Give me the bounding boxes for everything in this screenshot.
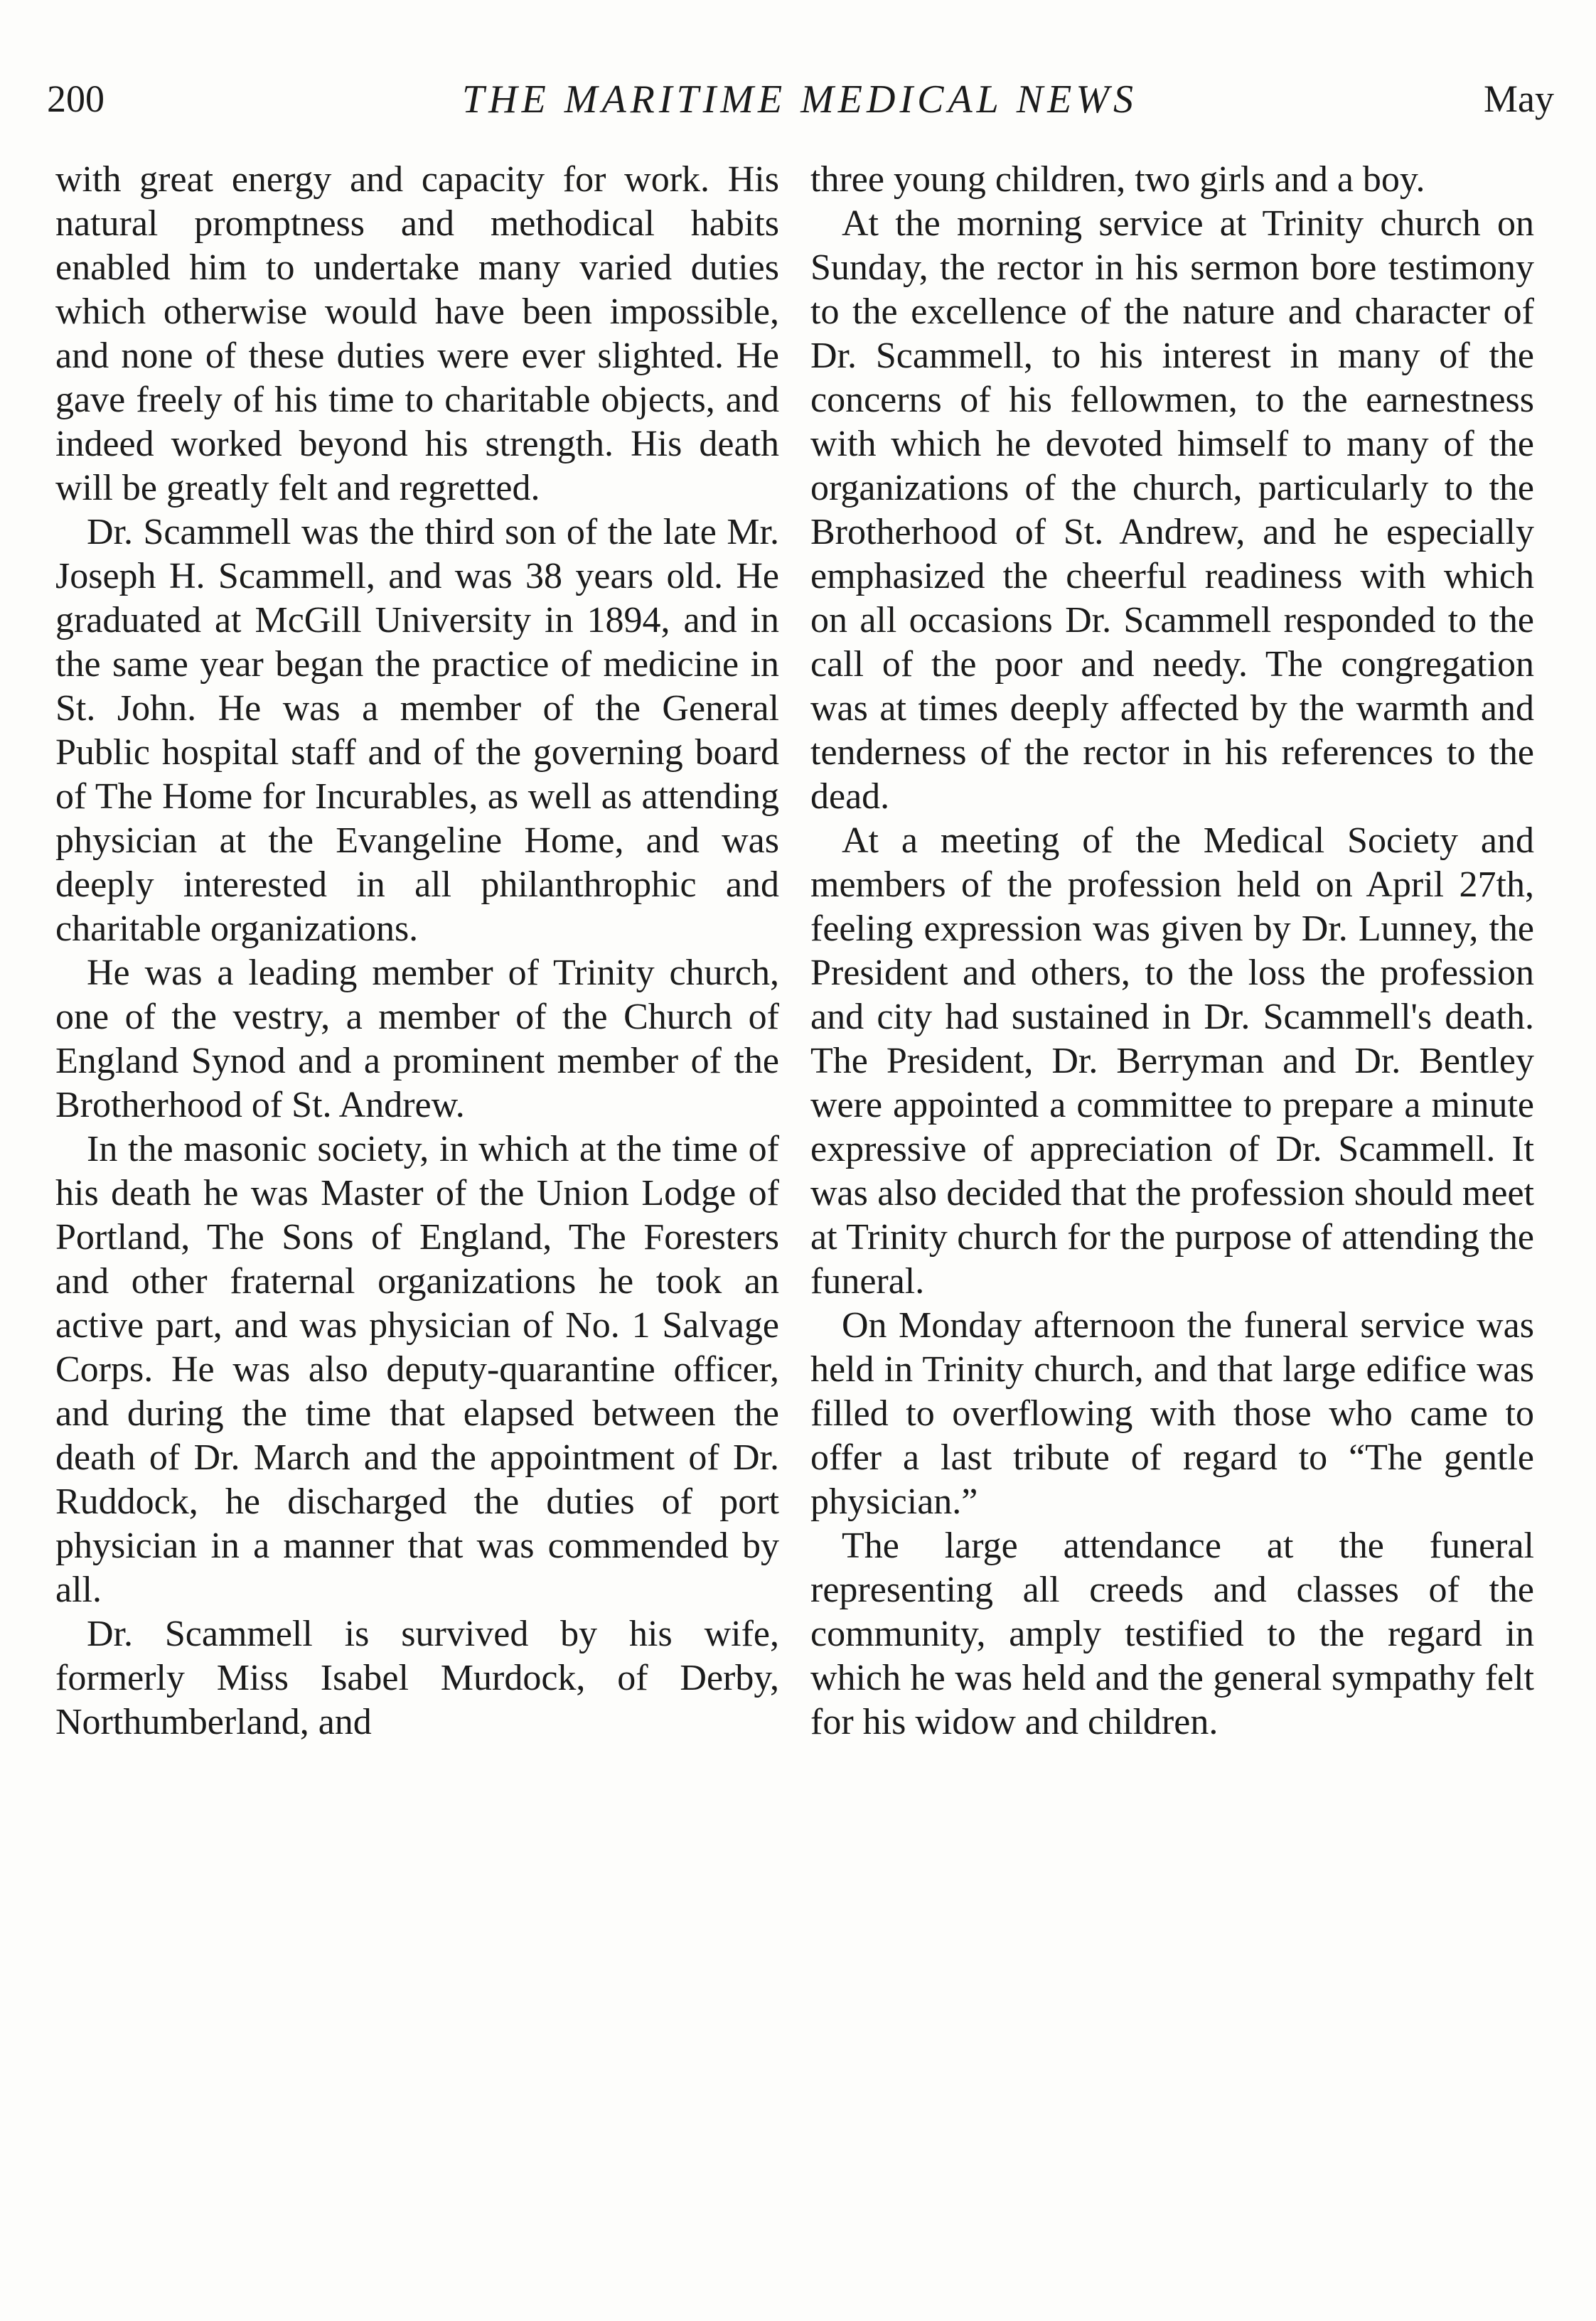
paragraph: with great energy and capacity for work. His natural promptness and methodical habits enabled him to undertake many varied duties which otherwise would have been impossible, and none of these duties were ever slighted. He gave freely of his time to charitable objects, and indeed worked beyond his strength. His death will be greatly felt and regretted. <box>55 159 779 508</box>
right-column <box>810 158 1534 1744</box>
left-column <box>55 158 779 1744</box>
issue-month: May <box>1484 77 1554 120</box>
paragraph: At the morning service at Trinity church on Sunday, the rector in his sermon bore testimony to the excellence of the nature and character of Dr. Scammell, to his interest in many of the concerns of his fellowmen, to the earnestness with which he devoted himself to many of the organizations of the church, particularly to the Brotherhood of St. Andrew, and he especially emphasized the cheerful readiness with which on all occasions Dr. Scammell responded to the call of the poor and needy. The congregation was at times deeply affected by the warmth and tenderness of the rector in his references to the dead. <box>810 203 1534 817</box>
paragraph: Dr. Scammell was the third son of the late Mr. Joseph H. Scammell, and was 38 years old. He graduated at McGill University in 1894, and in the same year began the practice of medicine in St. John. He was a member of the General Public hospital staff and of the governing board of The Home for Incurables, as well as attending physician at the Evangeline Home, and was deeply interested in all philanthrophic and charitable organizations. <box>55 512 779 949</box>
paragraph: On Monday afternoon the funeral service was held in Trinity church, and that large edifice was filled to overflowing with those who came to offer a last tribute of regard to “The gentle physician.” <box>810 1305 1534 1522</box>
paragraph: The large attendance at the funeral representing all creeds and classes of the community, amply testified to the regard in which he was held and the general sympathy felt for his widow and children. <box>810 1526 1534 1742</box>
paragraph: He was a leading member of Trinity church, one of the vestry, a member of the Church of England Synod and a prominent member of the Brotherhood of St. Andrew. <box>55 953 779 1125</box>
running-header <box>43 73 1557 136</box>
paragraph: three young children, two girls and a boy. <box>810 159 1425 200</box>
paragraph: Dr. Scammell is survived by his wife, formerly Miss Isabel Murdock, of Derby, Northumberland, and <box>55 1614 779 1742</box>
page-number: 200 <box>47 77 105 120</box>
journal-title: THE MARITIME MEDICAL NEWS <box>462 77 1137 122</box>
paragraph: At a meeting of the Medical Society and members of the profession held on April 27th, feeling expression was given by Dr. Lunney, the President and others, to the loss the profession and city had sustained in Dr. Scammell's death. The President, Dr. Berryman and Dr. Bentley were appointed a committee to prepare a minute expressive of appreciation of Dr. Scammell. It was also decided that the profession should meet at Trinity church for the purpose of attending the funeral. <box>810 820 1534 1302</box>
paragraph: In the masonic society, in which at the time of his death he was Master of the Union Lodge of Portland, The Sons of England, The Foresters and other fraternal organizations he took an active part, and was physician of No. 1 Salvage Corps. He was also deputy-quarantine officer, and during the time that elapsed between the death of Dr. March and the appointment of Dr. Ruddock, he discharged the duties of port physician in a manner that was commended by all. <box>55 1129 779 1610</box>
